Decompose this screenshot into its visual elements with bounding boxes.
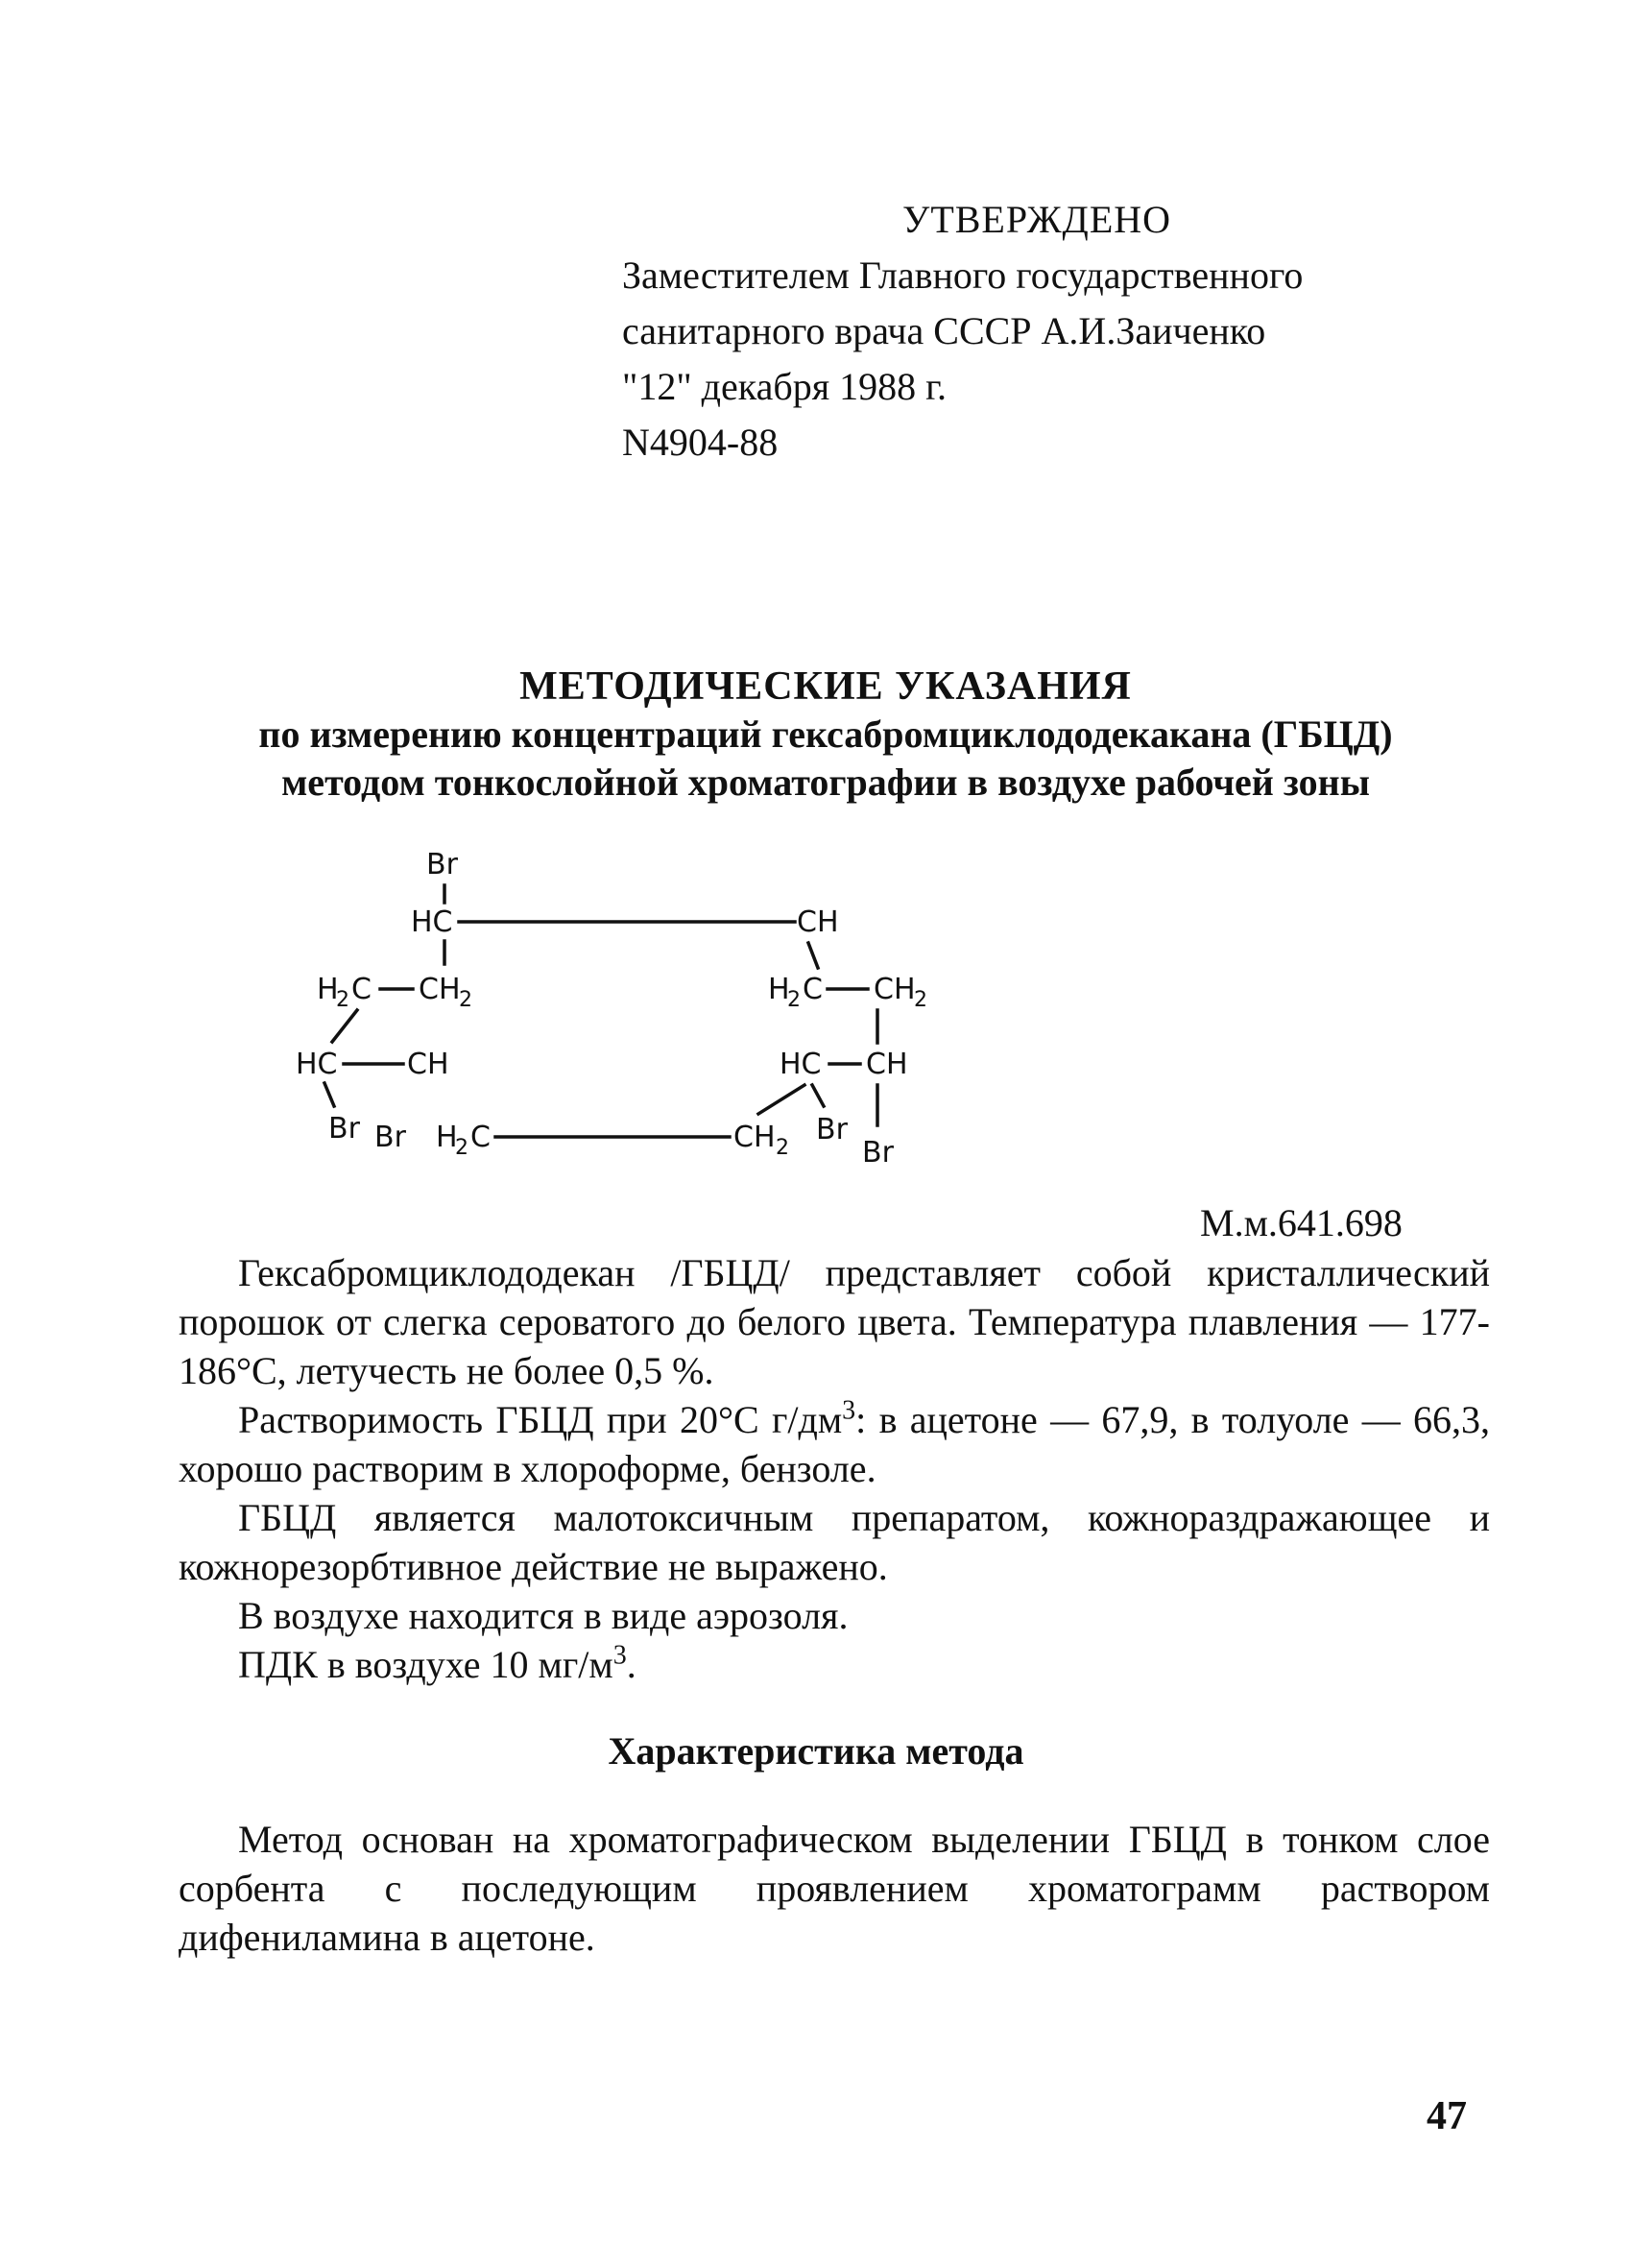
approval-line: санитарного врача СССР А.И.Заиченко: [622, 309, 1266, 352]
structural-formula: [278, 845, 1008, 1191]
formula-atom-br: Br: [816, 1113, 848, 1146]
paragraph: [179, 1640, 1490, 1689]
formula-subscript: 2: [776, 1136, 789, 1160]
description-text: [179, 1248, 1490, 1689]
paragraph-text: .: [626, 1643, 636, 1686]
paragraph: Гексабромциклододекан /ГБЦД/ представляет собой кристаллический порошок от слегка сероватого до белого цвета. Температура плавления — 177-186°С, летучесть не более 0,5 %.: [179, 1251, 1490, 1392]
formula-subscript: 2: [914, 988, 927, 1012]
paragraph: Метод основан на хроматографическом выделении ГБЦД в тонком слое сорбента с последующим проявлением хроматограмм раствором дифениламина в ацетоне.: [179, 1818, 1490, 1959]
molecular-mass: М.м.641.698: [1200, 1201, 1403, 1244]
formula-bond: [808, 943, 818, 968]
formula-atom-hc: HC: [780, 1048, 822, 1081]
formula-atom-ch: CH: [407, 1048, 449, 1081]
paragraph: [179, 1395, 1490, 1493]
approval-block: [622, 192, 1486, 470]
title-line-2: по измерению концентраций гексабромциклододекакана (ГБЦД): [258, 712, 1393, 756]
approval-line: Заместителем Главного государственного: [622, 253, 1304, 297]
formula-atom-h: H: [768, 973, 790, 1006]
formula-bond: [332, 1010, 357, 1042]
paragraph-text: Растворимость ГБЦД при 20°С г/дм: [238, 1398, 843, 1441]
formula-atom-ch: CH: [419, 973, 461, 1006]
formula-bond: [812, 1085, 824, 1106]
title-line-1: МЕТОДИЧЕСКИЕ УКАЗАНИЯ: [519, 664, 1132, 709]
formula-atom-ch: CH: [733, 1121, 776, 1154]
formula-subscript: 2: [787, 988, 801, 1012]
formula-drawing: [278, 845, 1008, 1191]
formula-atom-c: C: [803, 973, 823, 1006]
formula-atom-br: Br: [328, 1112, 360, 1146]
paragraph-text: : в ацетоне — 67,9, в толуоле — 66,3, хорошо растворим в хлороформе, бензоле.: [179, 1398, 1490, 1490]
formula-subscript: 2: [455, 1136, 468, 1160]
section-heading: Характеристика метода: [608, 1729, 1024, 1773]
formula-atom-hc: HC: [411, 905, 453, 939]
formula-atom-ch: CH: [797, 905, 839, 939]
document-title: [144, 663, 1507, 807]
formula-atom-ch: CH: [866, 1048, 908, 1081]
approval-line: "12" декабря 1988 г.: [622, 365, 947, 408]
formula-subscript: 2: [336, 988, 349, 1012]
formula-bond: [324, 1083, 334, 1106]
superscript: 3: [612, 1640, 627, 1671]
paragraph-text: ПДК в воздухе 10 мг/м: [238, 1643, 613, 1686]
formula-atom-c: C: [351, 973, 372, 1006]
formula-atom-br: Br: [862, 1136, 894, 1170]
formula-atom-h: H: [317, 973, 339, 1006]
formula-atom-br: Br: [374, 1121, 406, 1154]
formula-bond: [758, 1085, 804, 1114]
approval-heading: УТВЕРЖДЕНО: [902, 198, 1172, 241]
superscript: 3: [842, 1395, 856, 1426]
page-number: 47: [1427, 2094, 1467, 2138]
formula-atom-c: C: [470, 1121, 491, 1154]
formula-atom-h: H: [436, 1121, 458, 1154]
formula-atom-hc: HC: [296, 1048, 338, 1081]
title-line-3: методом тонкослойной хроматографии в воздухе рабочей зоны: [281, 760, 1370, 804]
formula-atom-ch: CH: [874, 973, 916, 1006]
approval-line: N4904-88: [622, 421, 779, 464]
formula-subscript: 2: [459, 988, 472, 1012]
paragraph: В воздухе находится в виде аэрозоля.: [238, 1594, 849, 1637]
method-description: [179, 1815, 1490, 1962]
paragraph: ГБЦД является малотоксичным препаратом, кожнораздражающее и кожнорезорбтивное действие не выражено.: [179, 1496, 1490, 1588]
formula-atom-br: Br: [426, 848, 458, 881]
